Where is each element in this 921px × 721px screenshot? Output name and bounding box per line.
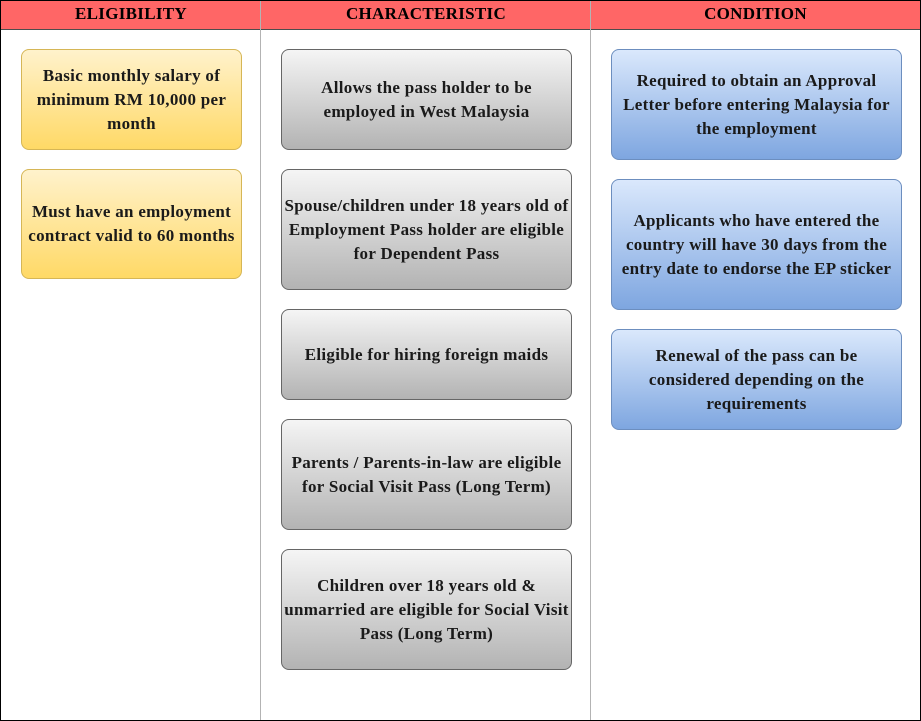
characteristic-box-dependent-pass bbox=[281, 169, 572, 290]
eligibility-box-salary bbox=[21, 49, 242, 150]
condition-box-renewal-text: Renewal of the pass can be considered depending on the requirements bbox=[648, 345, 865, 413]
condition-header: CONDITION bbox=[704, 4, 807, 23]
condition-box-approval-letter-text: Required to obtain an Approval Letter before entering Malaysia for the employment bbox=[623, 70, 890, 138]
characteristic-box-employment-text: Allows the pass holder to be employed in West Malaysia bbox=[321, 77, 532, 121]
eligibility-box-contract-text: Must have an employment contract valid to 60 months bbox=[28, 202, 235, 245]
condition-box-approval-letter bbox=[611, 49, 902, 160]
characteristic-box-foreign-maids bbox=[281, 309, 572, 400]
characteristic-box-foreign-maids-text: Eligible for hiring foreign maids bbox=[304, 344, 549, 364]
characteristic-box-parents bbox=[281, 419, 572, 530]
characteristic-box-dependent-pass-text: Spouse/children under 18 years old of Employment Pass holder are eligible for Dependent Pass bbox=[284, 195, 569, 263]
condition-box-renewal bbox=[611, 329, 902, 430]
characteristic-header: CHARACTERISTIC bbox=[345, 4, 507, 23]
column-divider-1 bbox=[260, 1, 261, 720]
condition-box-ep-sticker-text: Applicants who have entered the country will have 30 days from the entry date to endorse the EP sticker bbox=[621, 210, 892, 278]
condition-box-ep-sticker bbox=[611, 179, 902, 310]
characteristic-box-children bbox=[281, 549, 572, 670]
eligibility-box-contract bbox=[21, 169, 242, 279]
characteristic-box-children-text: Children over 18 years old & unmarried are eligible for Social Visit Pass (Long Term) bbox=[284, 575, 569, 643]
header-bar bbox=[1, 1, 920, 30]
eligibility-box-salary-text: Basic monthly salary of minimum RM 10,000 per month bbox=[36, 65, 227, 133]
characteristic-box-employment bbox=[281, 49, 572, 150]
characteristic-box-parents-text: Parents / Parents-in-law are eligible for Social Visit Pass (Long Term) bbox=[291, 452, 562, 496]
column-divider-2 bbox=[590, 1, 591, 720]
eligibility-header: ELIGIBILITY bbox=[75, 4, 187, 23]
